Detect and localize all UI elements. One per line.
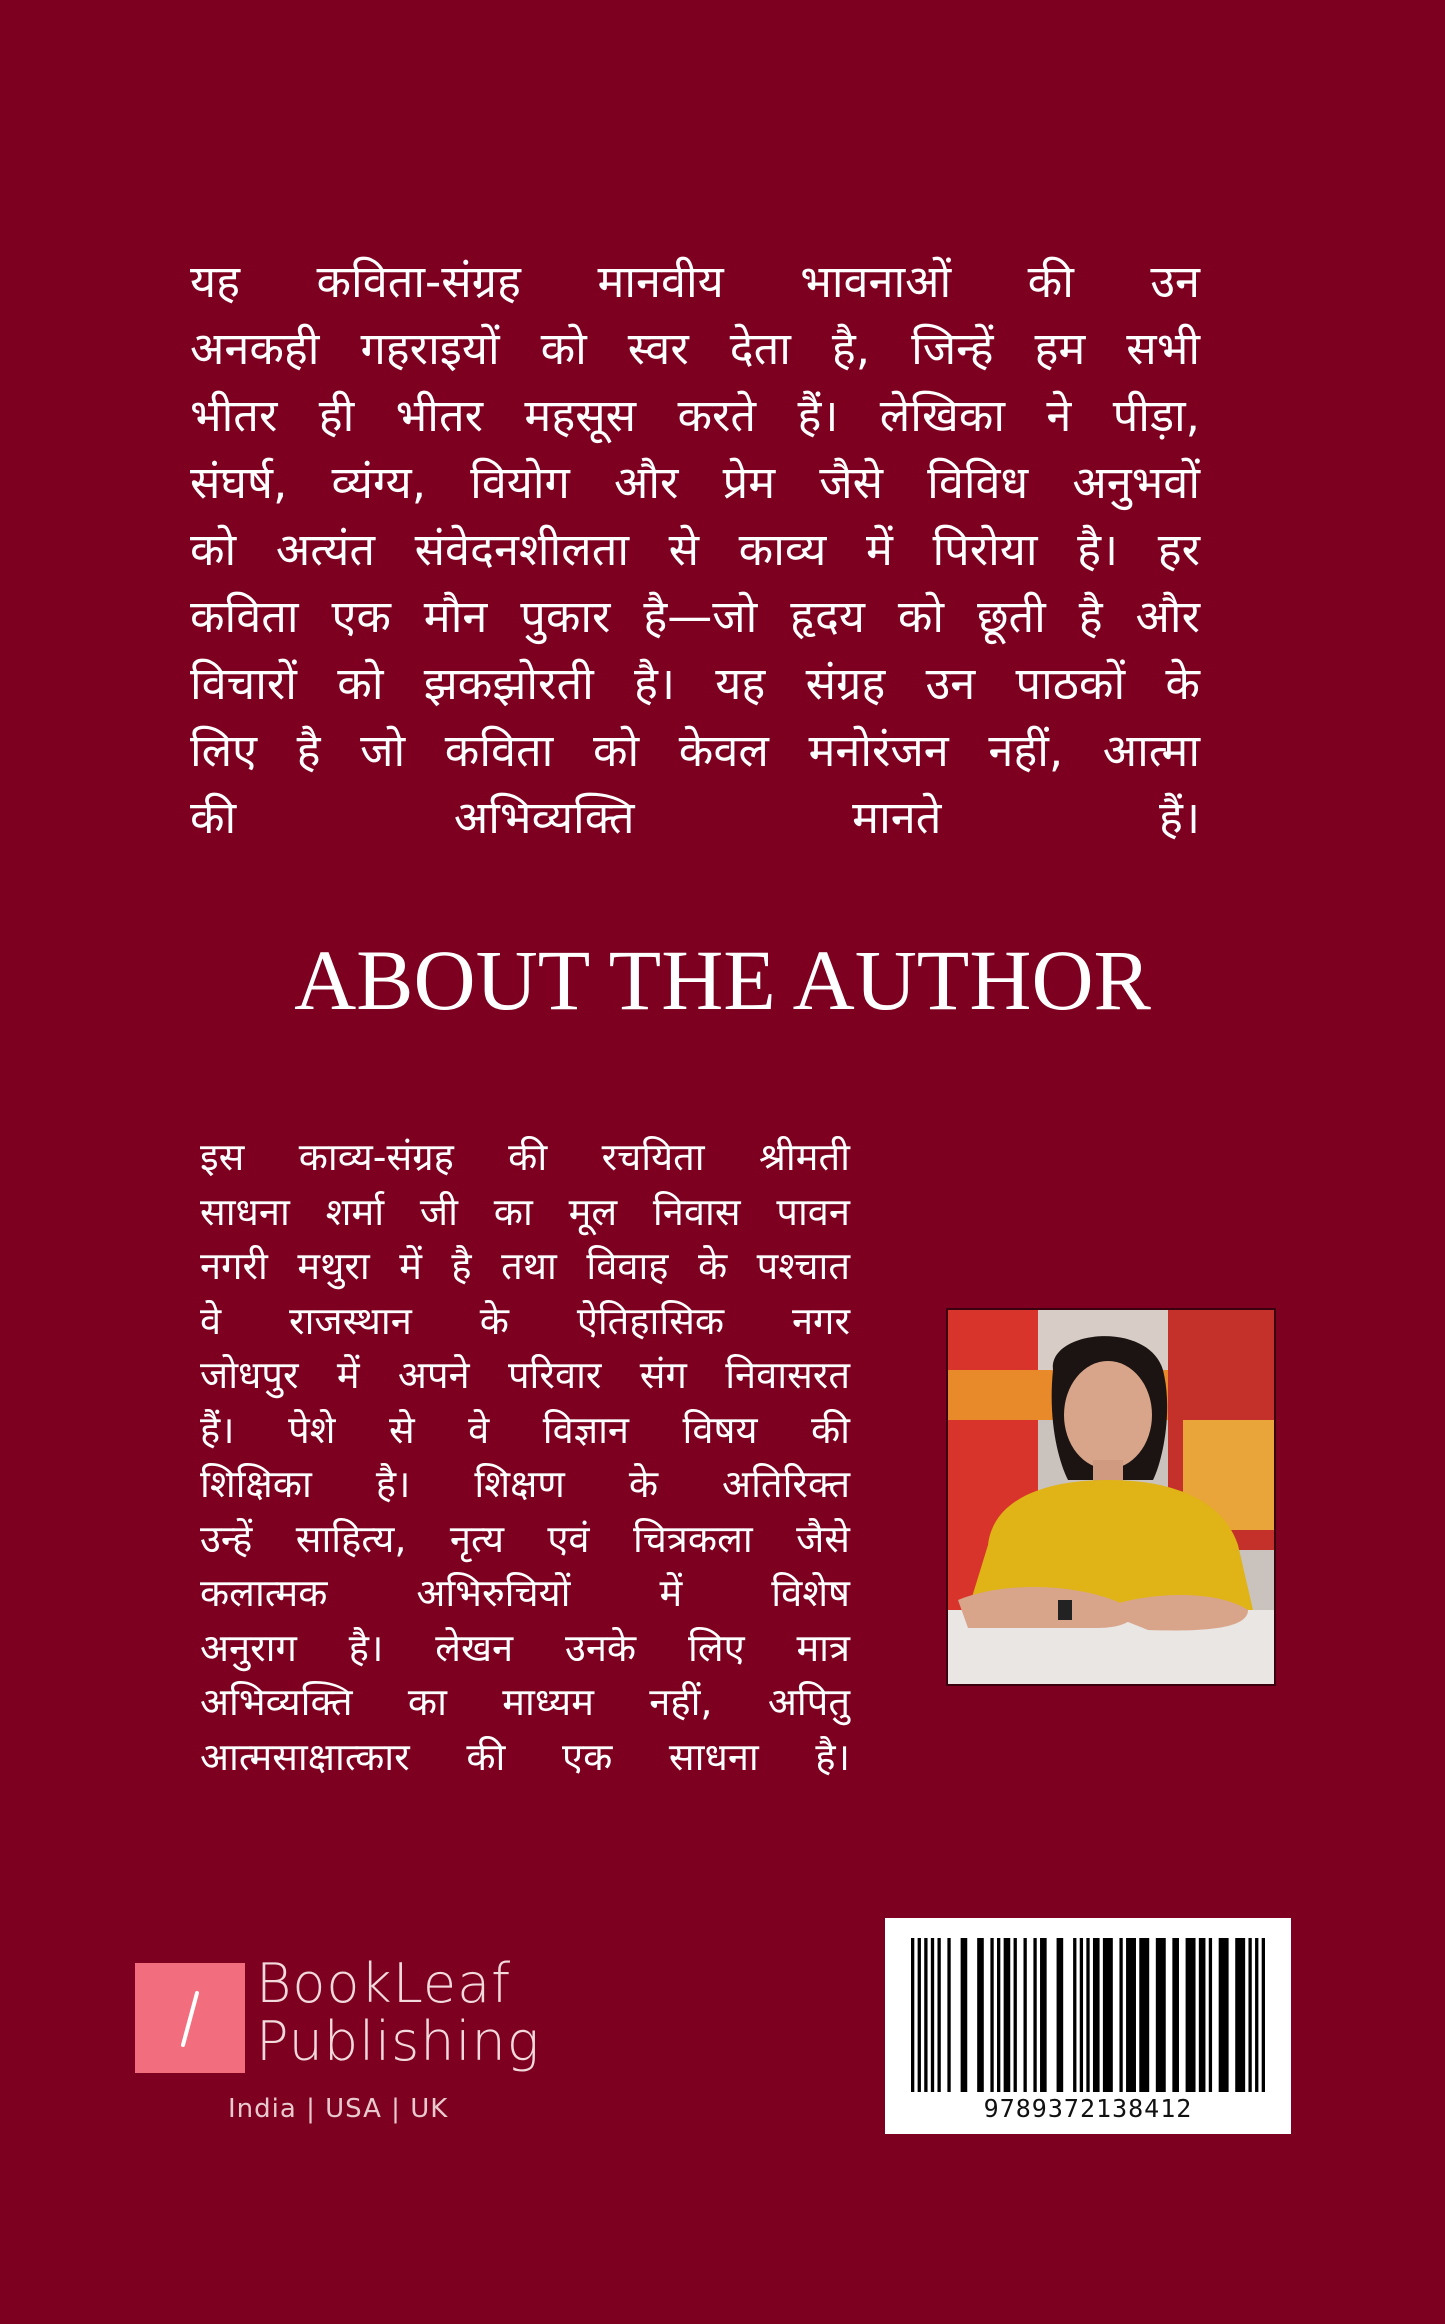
barcode-bar (947, 1938, 950, 2092)
barcode-bar (1040, 1938, 1047, 2092)
barcode-bar (1255, 1938, 1258, 2092)
blurb-line: की अभिव्यक्ति मानते हैं। (190, 791, 1200, 844)
barcode-bar (1004, 1938, 1011, 2092)
blurb-line: संघर्ष, व्यंग्य, वियोग और प्रेम जैसे विविध अनुभवों (190, 456, 1200, 509)
barcode-bar (1209, 1938, 1212, 2092)
barcode-bar (911, 1938, 914, 2092)
bio-line: शिक्षिका है। शिक्षण के अतिरिक्त (200, 1462, 850, 1506)
barcode-bar (1057, 1938, 1064, 2092)
blurb-line: भीतर ही भीतर महसूस करते हैं। लेखिका ने पीड़ा, (190, 389, 1200, 442)
isbn-barcode (885, 1918, 1291, 2134)
barcode-bar (1093, 1938, 1100, 2092)
bio-line: नगरी मथुरा में है तथा विवाह के पश्चात (200, 1244, 850, 1288)
barcode-bar (1086, 1938, 1089, 2092)
publisher-name (256, 1952, 541, 2073)
barcode-bar (1199, 1938, 1206, 2092)
barcode-bar (1156, 1938, 1166, 2092)
blurb-line: को अत्यंत संवेदनशीलता से काव्य में पिरोया है। हर (190, 523, 1200, 576)
barcode-bar (1172, 1938, 1179, 2092)
barcode-bar (1073, 1938, 1076, 2092)
barcode-bar (997, 1938, 1000, 2092)
bio-line: इस काव्य-संग्रह की रचयिता श्रीमती (200, 1135, 850, 1179)
barcode-bars (911, 1938, 1265, 2092)
publisher-name-line1: BookLeaf (256, 1952, 512, 2015)
barcode-bar (1014, 1938, 1017, 2092)
bio-line: आत्मसाक्षात्कार की एक साधना है। (200, 1734, 850, 1779)
blurb-line: लिए है जो कविता को केवल मनोरंजन नहीं, आत्मा (190, 724, 1200, 777)
barcode-bar (1219, 1938, 1229, 2092)
bio-line: जोधपुर में अपने परिवार संग निवासरत (200, 1353, 850, 1397)
barcode-bar (937, 1938, 940, 2092)
bio-line: उन्हें साहित्य, नृत्य एवं चित्रकला जैसे (200, 1516, 850, 1561)
barcode-bar (1248, 1938, 1251, 2092)
isbn-number: 9789372138412 (983, 2094, 1193, 2123)
barcode-bar (1023, 1938, 1026, 2092)
author-bio (200, 1130, 850, 1784)
barcode-bar (990, 1938, 993, 2092)
bio-line: अनुराग है। लेखन उनके लिए मात्र (200, 1625, 850, 1670)
barcode-bar (1262, 1938, 1265, 2092)
blurb-line: कविता एक मौन पुकार है—जो हृदय को छूती है और (190, 590, 1200, 643)
barcode-bar (1103, 1938, 1113, 2092)
bio-line: हैं। पेशे से वे विज्ञान विषय की (200, 1407, 850, 1452)
barcode-bar (924, 1938, 927, 2092)
barcode-bar (1126, 1938, 1136, 2092)
barcode-bar (1033, 1938, 1036, 2092)
barcode-bar (977, 1938, 984, 2092)
bio-line: अभिव्यक्ति का माध्यम नहीं, अपितु (200, 1680, 850, 1724)
blurb-line: यह कविता-संग्रह मानवीय भावनाओं की उन (190, 255, 1200, 308)
bio-line: कलात्मक अभिरुचियों में विशेष (200, 1571, 850, 1615)
publisher-regions: India | USA | UK (228, 2094, 449, 2124)
barcode-bar (1080, 1938, 1083, 2092)
barcode-bar (1119, 1938, 1122, 2092)
publisher-name-line2: Publishing (256, 2010, 541, 2073)
author-photo (946, 1308, 1276, 1686)
about-the-author-heading: ABOUT THE AUTHOR (294, 932, 1151, 1028)
book-blurb (190, 248, 1200, 851)
bio-line: साधना शर्मा जी का मूल निवास पावन (200, 1189, 850, 1234)
bio-line: वे राजस्थान के ऐतिहासिक नगर (200, 1298, 850, 1343)
barcode-bar (1235, 1938, 1245, 2092)
barcode-bar (918, 1938, 921, 2092)
barcode-bar (931, 1938, 934, 2092)
blurb-line: विचारों को झकझोरती है। यह संग्रह उन पाठकों के (190, 657, 1200, 710)
bookleaf-logo-icon (135, 1963, 245, 2073)
barcode-bar (1186, 1938, 1196, 2092)
barcode-bar (961, 1938, 968, 2092)
barcode-bar (1139, 1938, 1149, 2092)
blurb-line: अनकही गहराइयों को स्वर देता है, जिन्हें हम सभी (190, 322, 1200, 375)
